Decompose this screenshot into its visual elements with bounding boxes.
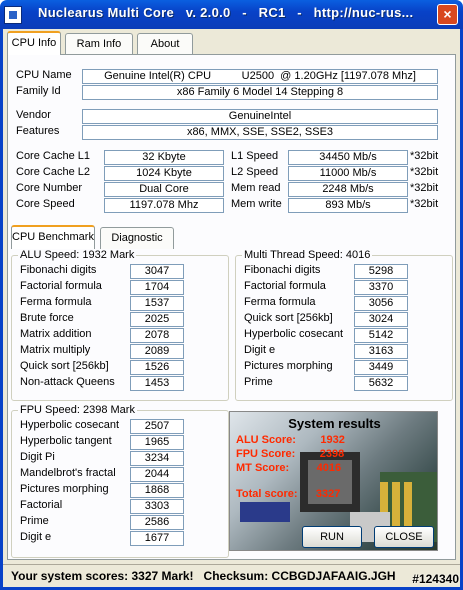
close-button[interactable]: CLOSE <box>374 526 434 548</box>
alu-row-value: 1537 <box>130 296 184 311</box>
l2-speed-suffix: *32bit <box>410 166 439 178</box>
mt-row-value: 3056 <box>354 296 408 311</box>
app-icon <box>4 6 22 24</box>
fpu-row-label: Factorial <box>20 499 63 511</box>
mem-write-suffix: *32bit <box>410 198 439 210</box>
alu-score: ALU Score: 1932 <box>236 434 345 446</box>
fpu-row-label: Hyperbolic tangent <box>20 435 112 447</box>
fpu-row-label: Digit Pi <box>20 451 55 463</box>
alu-row-label: Brute force <box>20 312 74 324</box>
mem-read-label: Mem read <box>231 182 281 194</box>
alu-row-label: Matrix multiply <box>20 344 91 356</box>
alu-row-label: Fibonachi digits <box>20 264 97 276</box>
alu-row-value: 2025 <box>130 312 184 327</box>
l1-field: 32 Kbyte <box>104 150 224 165</box>
tab-about[interactable]: About <box>137 33 193 55</box>
core-number-label: Core Number <box>16 182 83 194</box>
mt-row-label: Fibonachi digits <box>244 264 321 276</box>
fpu-row-label: Prime <box>20 515 49 527</box>
l1-speed-label: L1 Speed <box>231 150 279 162</box>
status-bar <box>3 564 460 586</box>
alu-row-value: 2078 <box>130 328 184 343</box>
fpu-score: FPU Score: 2398 <box>236 448 345 460</box>
alu-row-label: Factorial formula <box>20 280 102 292</box>
mt-row-label: Pictures morphing <box>244 360 333 372</box>
results-title: System results <box>288 416 381 431</box>
family-id-label: Family Id <box>16 85 61 97</box>
watermark: #124340 <box>412 572 459 586</box>
system-results-panel <box>229 411 438 551</box>
l1-speed-suffix: *32bit <box>410 150 439 162</box>
fpu-row-value: 2044 <box>130 467 184 482</box>
close-window-button[interactable]: × <box>437 4 458 25</box>
tab-diagnostic[interactable]: Diagnostic <box>100 227 174 249</box>
mt-title: Multi Thread Speed: 4016 <box>244 249 371 261</box>
fpu-title: FPU Speed: 2398 Mark <box>20 404 135 416</box>
fpu-row-value: 3234 <box>130 451 184 466</box>
fpu-row-label: Mandelbrot's fractal <box>20 467 116 479</box>
fpu-row-label: Pictures morphing <box>20 483 109 495</box>
family-id-field: x86 Family 6 Model 14 Stepping 8 <box>82 85 438 100</box>
alu-row-value: 1453 <box>130 376 184 391</box>
mt-row-value: 3163 <box>354 344 408 359</box>
mt-row-label: Quick sort [256kb] <box>244 312 333 324</box>
title-bar <box>0 0 463 29</box>
status-text: Your system scores: 3327 Mark! Checksum: CCBGDJAFAAIG.JGH <box>11 569 396 583</box>
l1-label: Core Cache L1 <box>16 150 90 162</box>
core-number-field: Dual Core <box>104 182 224 197</box>
total-score: Total score: 3327 <box>236 488 341 500</box>
cpu-name-label: CPU Name <box>16 69 72 81</box>
fpu-row-label: Digit e <box>20 531 52 543</box>
mt-row-value: 3370 <box>354 280 408 295</box>
mt-row-label: Ferma formula <box>244 296 316 308</box>
mt-row-value: 5632 <box>354 376 408 391</box>
core-speed-label: Core Speed <box>16 198 75 210</box>
fpu-group <box>11 404 229 558</box>
alu-row-label: Non-attack Queens <box>20 376 115 388</box>
app-window <box>0 29 463 590</box>
mem-write-label: Mem write <box>231 198 282 210</box>
l2-label: Core Cache L2 <box>16 166 90 178</box>
mt-row-label: Prime <box>244 376 273 388</box>
fpu-row-label: Hyperbolic cosecant <box>20 419 120 431</box>
alu-row-label: Matrix addition <box>20 328 92 340</box>
alu-row-value: 2089 <box>130 344 184 359</box>
alu-row-value: 1704 <box>130 280 184 295</box>
cpu-name-field: Genuine Intel(R) CPU U2500 @ 1.20GHz [1197.078 Mhz] <box>82 69 438 84</box>
mem-read-suffix: *32bit <box>410 182 439 194</box>
mt-row-value: 3024 <box>354 312 408 327</box>
alu-row-label: Ferma formula <box>20 296 92 308</box>
run-button[interactable]: RUN <box>302 526 362 548</box>
l2-speed-label: L2 Speed <box>231 166 279 178</box>
alu-row-value: 1526 <box>130 360 184 375</box>
mem-read-field: 2248 Mb/s <box>288 182 408 197</box>
mt-score: MT Score: 4016 <box>236 462 342 474</box>
vendor-field: GenuineIntel <box>82 109 438 124</box>
l1-speed-field: 34450 Mb/s <box>288 150 408 165</box>
window-title: Nuclearus Multi Core v. 2.0.0 - RC1 - http://nuc-rus... <box>38 5 414 20</box>
fpu-row-value: 1677 <box>130 531 184 546</box>
alu-group <box>11 249 229 401</box>
mt-row-label: Factorial formula <box>244 280 326 292</box>
fpu-row-value: 1965 <box>130 435 184 450</box>
tab-ram-info[interactable]: Ram Info <box>65 33 133 55</box>
mt-row-label: Digit e <box>244 344 276 356</box>
l2-field: 1024 Kbyte <box>104 166 224 181</box>
l2-speed-field: 11000 Mb/s <box>288 166 408 181</box>
mt-row-value: 3449 <box>354 360 408 375</box>
fpu-row-value: 2507 <box>130 419 184 434</box>
fpu-row-value: 1868 <box>130 483 184 498</box>
vendor-label: Vendor <box>16 109 51 121</box>
mt-row-label: Hyperbolic cosecant <box>244 328 344 340</box>
mem-write-field: 893 Mb/s <box>288 198 408 213</box>
alu-title: ALU Speed: 1932 Mark <box>20 249 135 261</box>
mt-group <box>235 249 453 401</box>
fpu-row-value: 3303 <box>130 499 184 514</box>
core-speed-field: 1197.078 Mhz <box>104 198 224 213</box>
mt-row-value: 5298 <box>354 264 408 279</box>
fpu-row-value: 2586 <box>130 515 184 530</box>
features-label: Features <box>16 125 60 137</box>
tab-cpu-benchmark[interactable]: CPU Benchmark <box>11 225 95 249</box>
features-field: x86, MMX, SSE, SSE2, SSE3 <box>82 125 438 140</box>
alu-row-value: 3047 <box>130 264 184 279</box>
alu-row-label: Quick sort [256kb] <box>20 360 109 372</box>
tab-cpu-info[interactable]: CPU Info <box>7 31 61 55</box>
mt-row-value: 5142 <box>354 328 408 343</box>
